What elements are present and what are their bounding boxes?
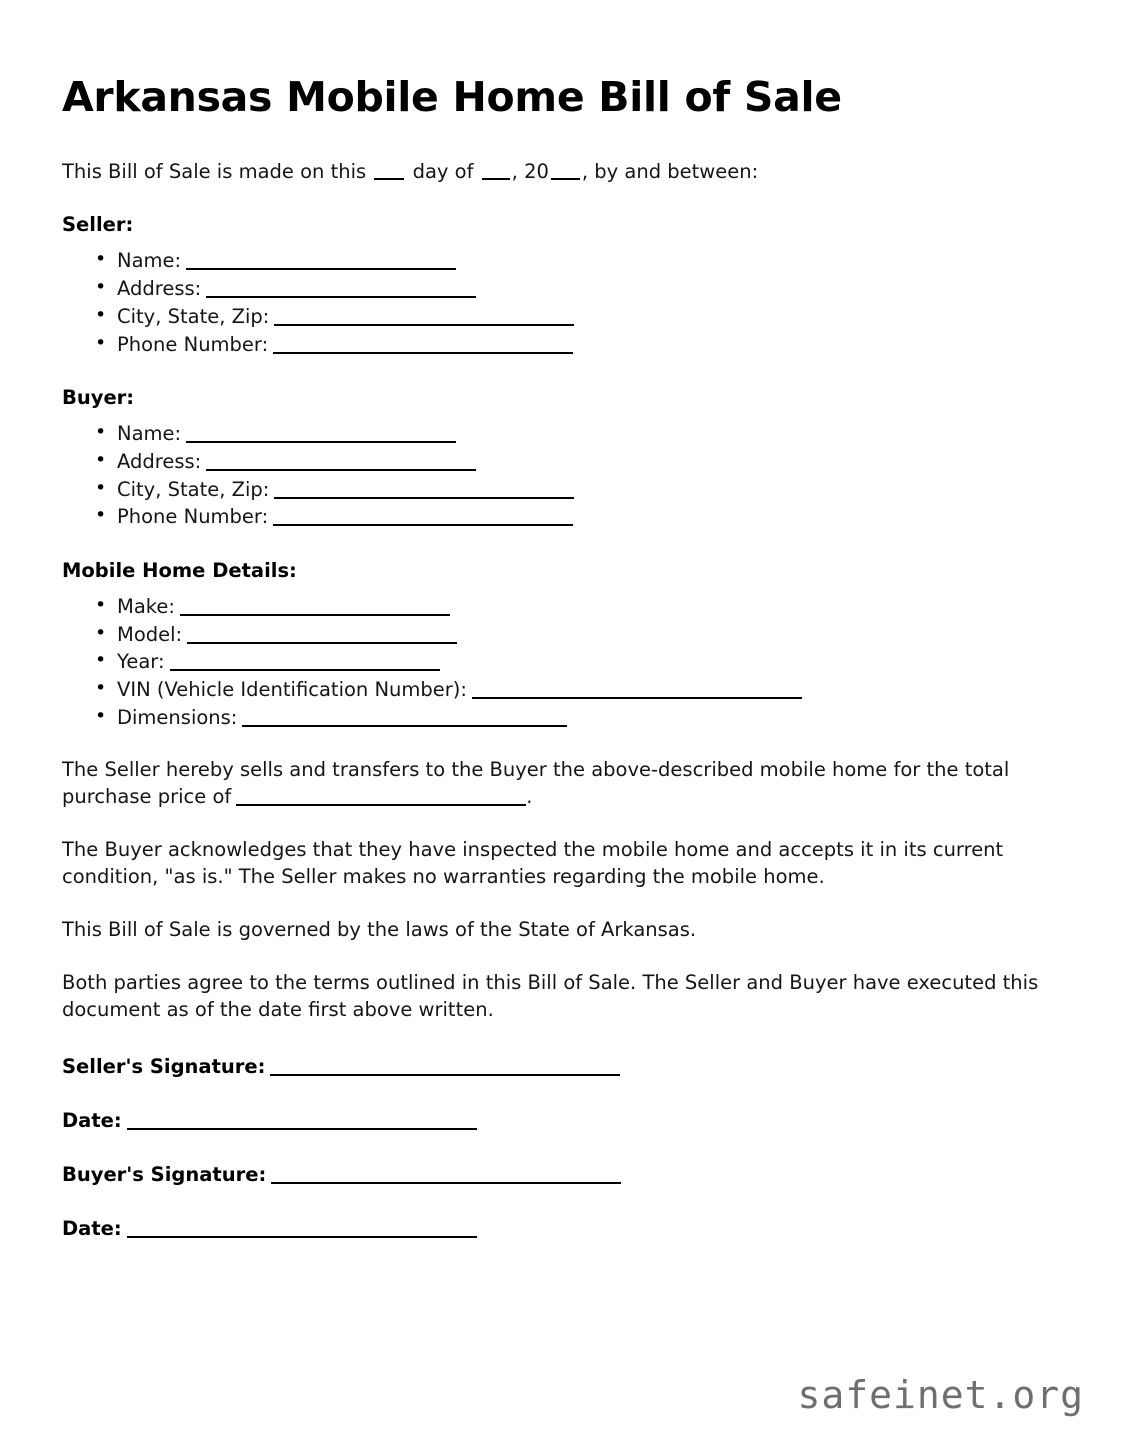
field-label: Name: bbox=[117, 422, 182, 446]
list-item bbox=[95, 621, 1062, 649]
field-label: Address: bbox=[117, 277, 202, 301]
intro-text-part3: , 20 bbox=[511, 160, 549, 184]
seller-name-blank bbox=[186, 254, 456, 270]
field-label: City, State, Zip: bbox=[117, 477, 270, 501]
buyer-signature-blank bbox=[271, 1168, 621, 1184]
field-label: Phone Number: bbox=[117, 332, 269, 356]
execution-paragraph: Both parties agree to the terms outlined in this Bill of Sale. The Seller and Buyer have executed this document as of the date first above written. bbox=[62, 970, 1039, 1021]
buyer-signature-line bbox=[62, 1163, 1062, 1186]
buyer-address-blank bbox=[206, 455, 476, 471]
list-item bbox=[95, 331, 1062, 359]
purchase-price-blank bbox=[236, 790, 526, 806]
model-blank bbox=[187, 628, 457, 644]
seller-signature-label: Seller's Signature: bbox=[62, 1054, 266, 1078]
list-item bbox=[95, 676, 1062, 704]
buyer-date-blank bbox=[127, 1222, 477, 1238]
field-label: Year: bbox=[117, 650, 165, 674]
intro-text-part4: , by and between: bbox=[581, 160, 759, 184]
vin-blank bbox=[472, 683, 802, 699]
field-label: Make: bbox=[117, 594, 175, 618]
purchase-price-period: . bbox=[526, 785, 533, 809]
watermark: safeinet.org bbox=[797, 1373, 1084, 1417]
list-item bbox=[95, 303, 1062, 331]
buyer-field-list bbox=[62, 420, 1062, 531]
buyer-city-state-zip-blank bbox=[274, 483, 574, 499]
buyer-phone-blank bbox=[273, 510, 573, 526]
buyer-name-blank bbox=[186, 427, 456, 443]
buyer-signature-label: Buyer's Signature: bbox=[62, 1162, 267, 1186]
field-label: Dimensions: bbox=[117, 705, 238, 729]
field-label: City, State, Zip: bbox=[117, 304, 270, 328]
seller-date-blank bbox=[127, 1114, 477, 1130]
list-item bbox=[95, 704, 1062, 732]
list-item bbox=[95, 648, 1062, 676]
seller-date-line bbox=[62, 1109, 1062, 1132]
day-blank bbox=[374, 166, 404, 180]
as-is-paragraph: The Buyer acknowledges that they have inspected the mobile home and accepts it in its current condition, "as is." The Seller makes no warranties regarding the mobile home. bbox=[62, 838, 1004, 889]
field-label: Name: bbox=[117, 249, 182, 273]
field-label: Address: bbox=[117, 449, 202, 473]
buyer-date-line bbox=[62, 1217, 1062, 1240]
mobile-home-field-list bbox=[62, 593, 1062, 731]
list-item bbox=[95, 275, 1062, 303]
purchase-price-text: The Seller hereby sells and transfers to the Buyer the above-described mobile home for the total purchase price of bbox=[62, 758, 1010, 809]
month-blank bbox=[482, 166, 510, 180]
seller-address-blank bbox=[206, 282, 476, 298]
year-field-blank bbox=[170, 655, 440, 671]
list-item bbox=[95, 593, 1062, 621]
dimensions-blank bbox=[242, 711, 567, 727]
list-item bbox=[95, 247, 1062, 275]
list-item bbox=[95, 476, 1062, 504]
intro-text-part1: This Bill of Sale is made on this bbox=[62, 160, 367, 184]
intro-text-part2: day of bbox=[412, 160, 474, 184]
seller-field-list bbox=[62, 247, 1062, 358]
list-item bbox=[95, 448, 1062, 476]
field-label: VIN (Vehicle Identification Number): bbox=[117, 678, 467, 702]
make-blank bbox=[180, 600, 450, 616]
intro-paragraph bbox=[62, 159, 1062, 185]
seller-signature-blank bbox=[270, 1060, 620, 1076]
seller-signature-line bbox=[62, 1055, 1062, 1078]
seller-phone-blank bbox=[273, 338, 573, 354]
list-item bbox=[95, 420, 1062, 448]
buyer-date-label: Date: bbox=[62, 1216, 122, 1240]
field-label: Model: bbox=[117, 622, 183, 646]
seller-heading: Seller: bbox=[62, 213, 134, 237]
mobile-home-details-heading: Mobile Home Details: bbox=[62, 558, 297, 582]
buyer-heading: Buyer: bbox=[62, 386, 135, 410]
field-label: Phone Number: bbox=[117, 505, 269, 529]
list-item bbox=[95, 503, 1062, 531]
seller-city-state-zip-blank bbox=[274, 310, 574, 326]
year-blank bbox=[551, 166, 580, 180]
seller-date-label: Date: bbox=[62, 1108, 122, 1132]
page-title: Arkansas Mobile Home Bill of Sale bbox=[62, 73, 842, 121]
purchase-price-paragraph bbox=[62, 757, 1062, 811]
governing-law-paragraph: This Bill of Sale is governed by the laws of the State of Arkansas. bbox=[62, 918, 697, 942]
